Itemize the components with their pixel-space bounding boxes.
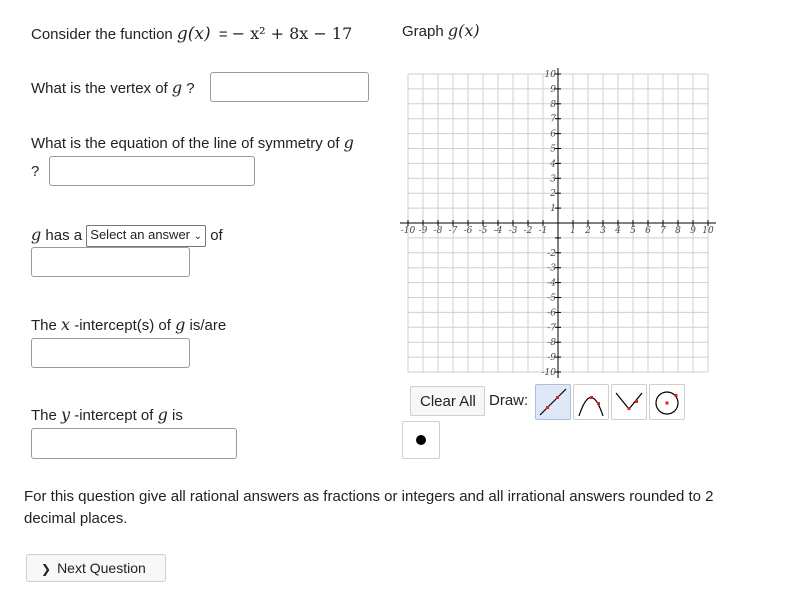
function-name: g(x) xyxy=(176,24,211,44)
parabola-tool-button[interactable] xyxy=(573,384,609,420)
x-tick-label: 3 xyxy=(600,226,606,236)
symmetry-input[interactable] xyxy=(49,156,255,186)
next-question-button[interactable]: ❯ Next Question xyxy=(26,554,166,582)
x-tick-label: 4 xyxy=(615,226,621,236)
y-tick-label: -8 xyxy=(547,338,556,349)
vertex-label: What is the vertex of g ? xyxy=(31,78,195,97)
point-tool-icon xyxy=(403,422,439,458)
parabola-tool-icon xyxy=(574,385,608,419)
y-tick-label: 2 xyxy=(550,189,556,200)
x-tick-label: -4 xyxy=(493,226,503,236)
x-tick-label: -6 xyxy=(463,226,473,236)
line-tool-icon xyxy=(536,385,570,419)
line-tool-button[interactable] xyxy=(535,384,571,420)
clear-all-button[interactable]: Clear All xyxy=(410,386,485,416)
point-tool-button[interactable] xyxy=(402,421,440,459)
y-tick-label: 4 xyxy=(550,159,556,170)
function-expression: − x² + 8x − 17 xyxy=(231,24,353,43)
y-tick-label: -9 xyxy=(547,353,556,364)
question-title: Consider the function g(x) = − x² + 8x − 17 xyxy=(31,24,353,44)
x-intercept-input[interactable] xyxy=(31,338,190,368)
chevron-down-icon: ⌄ xyxy=(193,231,203,243)
x-tick-label: 2 xyxy=(585,226,591,236)
extreme-label: g has a Select an answer ⌄ of xyxy=(31,225,223,247)
absolute-value-tool-icon xyxy=(612,385,646,419)
instructions-text: For this question give all rational answers as fractions or integers and all irrational answers rounded to 2 decimal places. xyxy=(24,488,714,527)
y-tick-label: -6 xyxy=(547,308,556,319)
y-tick-label: -5 xyxy=(547,293,556,304)
x-intercept-label: The x -intercept(s) of g is/are xyxy=(31,315,227,334)
x-tick-label: 9 xyxy=(690,226,696,236)
x-tick-label: 8 xyxy=(675,226,681,236)
x-tick-label: -9 xyxy=(418,226,428,236)
x-tick-label: -2 xyxy=(523,226,533,236)
extreme-select[interactable]: Select an answer ⌄ xyxy=(86,225,206,247)
circle-tool-button[interactable] xyxy=(649,384,685,420)
x-tick-label: -5 xyxy=(478,226,488,236)
graph-title: Graph g(x) xyxy=(402,21,480,40)
y-tick-label: 5 xyxy=(550,144,556,155)
y-tick-label: 6 xyxy=(550,129,556,140)
x-tick-label: 10 xyxy=(702,226,714,236)
symmetry-question-mark: ? xyxy=(31,163,40,180)
x-tick-label: 1 xyxy=(570,226,576,236)
y-tick-label: -7 xyxy=(547,323,556,334)
x-tick-label: -3 xyxy=(508,226,518,236)
x-tick-label: -1 xyxy=(538,226,548,236)
graph-canvas[interactable] xyxy=(400,68,716,378)
y-tick-label: 9 xyxy=(550,84,556,95)
x-tick-label: -10 xyxy=(400,226,416,236)
y-tick-label: 8 xyxy=(550,99,556,110)
y-intercept-input[interactable] xyxy=(31,428,237,459)
y-tick-label: -10 xyxy=(541,368,556,378)
vertex-input[interactable] xyxy=(210,72,369,102)
y-tick-label: 7 xyxy=(550,114,556,125)
x-tick-label: -8 xyxy=(433,226,443,236)
y-tick-label: 3 xyxy=(550,174,556,185)
y-tick-label: -4 xyxy=(547,278,556,289)
y-tick-label: -2 xyxy=(547,248,556,259)
symmetry-label: What is the equation of the line of symmetry of g xyxy=(31,133,354,152)
extreme-input[interactable] xyxy=(31,247,190,277)
absolute-value-tool-button[interactable] xyxy=(611,384,647,420)
x-tick-label: 7 xyxy=(660,226,666,236)
x-tick-label: 5 xyxy=(630,226,636,236)
y-tick-label: -3 xyxy=(547,263,556,274)
circle-tool-icon xyxy=(650,385,684,419)
draw-label: Draw: xyxy=(489,392,529,409)
y-tick-label: 10 xyxy=(544,70,556,80)
chevron-right-icon: ❯ xyxy=(41,562,52,576)
x-tick-label: -7 xyxy=(448,226,458,236)
x-tick-label: 6 xyxy=(645,226,651,236)
y-tick-label: 1 xyxy=(550,204,556,215)
y-intercept-label: The y -intercept of g is xyxy=(31,405,183,424)
